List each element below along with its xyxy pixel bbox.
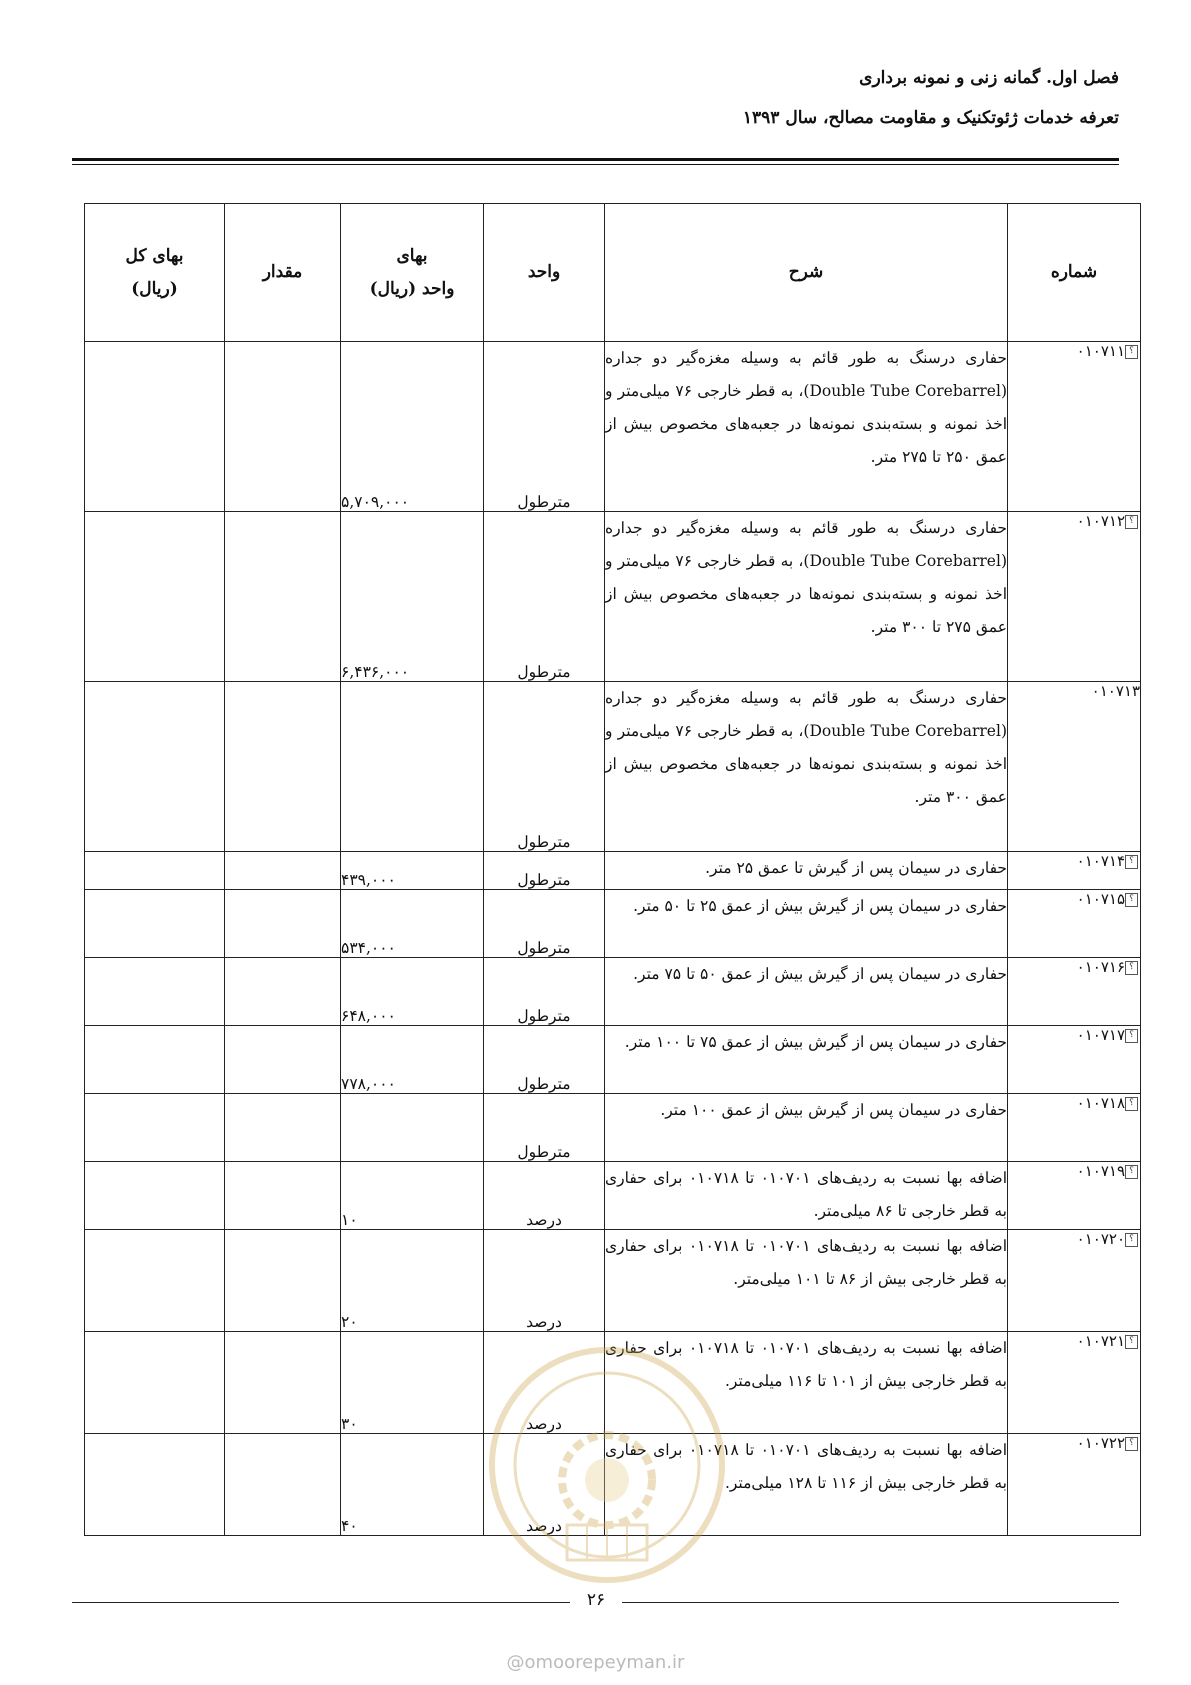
total-cell (85, 1094, 225, 1162)
row-number-cell (1008, 852, 1141, 890)
description-cell: حفاری در سیمان پس از گیرش بیش از عمق ۵۰ تا ۷۵ متر. (605, 958, 1008, 1026)
description-cell: حفاری درسنگ به طور قائم به وسیله مغزه‌گیر دو جداره (Double Tube Corebarrel)، به قطر خارجی ۷۶ میلی‌متر و اخذ نمونه و بسته‌بندی نمونه‌ها در جعبه‌های مخصوص بیش از عمق ۲۷۵ تا ۳۰۰ متر. (605, 512, 1008, 682)
table-row (85, 1094, 1141, 1162)
chapter-title: فصل اول. گمانه زنی و نمونه برداری (859, 68, 1119, 88)
item-number: ۰۱۰۷۲۱ (1076, 1332, 1125, 1350)
item-number: ۰۱۰۷۱۳ (1091, 682, 1140, 700)
item-number: ۰۱۰۷۱۹ (1076, 1162, 1125, 1180)
table-row (85, 890, 1141, 958)
description-cell: اضافه بها نسبت به ردیف‌های ۰۱۰۷۰۱ تا ۰۱۰۷۱۸ برای حفاری به قطر خارجی بیش از ۱۰۱ تا ۱۱۶ میلی‌متر. (605, 1332, 1008, 1434)
header-total-line2: (ریال) (131, 278, 178, 299)
header-quantity: مقدار (225, 204, 341, 342)
row-number-cell (1008, 1230, 1141, 1332)
total-cell (85, 890, 225, 958)
description-cell: حفاری درسنگ به طور قائم به وسیله مغزه‌گیر دو جداره (Double Tube Corebarrel)، به قطر خارجی ۷۶ میلی‌متر و اخذ نمونه و بسته‌بندی نمونه‌ها در جعبه‌های مخصوص بیش از عمق ۲۵۰ تا ۲۷۵ متر. (605, 342, 1008, 512)
row-number-cell (1008, 1094, 1141, 1162)
description-cell: اضافه بها نسبت به ردیف‌های ۰۱۰۷۰۱ تا ۰۱۰۷۱۸ برای حفاری به قطر خارجی بیش از ۱۱۶ تا ۱۲۸ میلی‌متر. (605, 1434, 1008, 1536)
unit-cell: درصد (484, 1434, 605, 1536)
description-cell: حفاری در سیمان پس از گیرش بیش از عمق ۷۵ تا ۱۰۰ متر. (605, 1026, 1008, 1094)
note-flag-icon: ؟ (1125, 515, 1138, 529)
item-number: ۰۱۰۷۱۴ (1076, 852, 1125, 870)
table-row (85, 958, 1141, 1026)
unit-cell: مترطول (484, 852, 605, 890)
table-row (85, 852, 1141, 890)
unit-cell: مترطول (484, 958, 605, 1026)
quantity-cell (225, 342, 341, 512)
row-number-cell (1008, 512, 1141, 682)
total-cell (85, 1230, 225, 1332)
price-table (84, 203, 1141, 1536)
unit-price-cell: ۵,۷۰۹,۰۰۰ (341, 342, 484, 512)
description-cell: حفاری در سیمان پس از گیرش بیش از عمق ۱۰۰ متر. (605, 1094, 1008, 1162)
note-flag-icon: ؟ (1125, 1233, 1138, 1247)
total-cell (85, 512, 225, 682)
note-flag-icon: ؟ (1125, 345, 1138, 359)
quantity-cell (225, 890, 341, 958)
description-cell: اضافه بها نسبت به ردیف‌های ۰۱۰۷۰۱ تا ۰۱۰۷۱۸ برای حفاری به قطر خارجی بیش از ۸۶ تا ۱۰۱ میلی‌متر. (605, 1230, 1008, 1332)
quantity-cell (225, 958, 341, 1026)
unit-price-cell: ۴۰ (341, 1434, 484, 1536)
row-number-cell (1008, 342, 1141, 512)
total-cell (85, 1332, 225, 1434)
unit-price-cell: ۶۴۸,۰۰۰ (341, 958, 484, 1026)
description-cell: حفاری در سیمان پس از گیرش تا عمق ۲۵ متر. (605, 852, 1008, 890)
quantity-cell (225, 1094, 341, 1162)
row-number-cell (1008, 682, 1141, 852)
header-unit-price-line2: واحد (ریال) (369, 278, 455, 299)
site-watermark: @omoorepeyman.ir (506, 1652, 685, 1673)
footer-rule-left (72, 1602, 570, 1603)
header-unit: واحد (484, 204, 605, 342)
unit-cell: مترطول (484, 682, 605, 852)
item-number: ۰۱۰۷۲۰ (1076, 1230, 1125, 1248)
row-number-cell (1008, 1434, 1141, 1536)
row-number-cell (1008, 1332, 1141, 1434)
table-row (85, 512, 1141, 682)
header-number: شماره (1008, 204, 1141, 342)
unit-cell: درصد (484, 1162, 605, 1230)
table-header-row (85, 204, 1141, 342)
total-cell (85, 958, 225, 1026)
item-number: ۰۱۰۷۲۲ (1076, 1434, 1125, 1452)
unit-price-cell: ۷۷۸,۰۰۰ (341, 1026, 484, 1094)
total-cell (85, 1434, 225, 1536)
header-total-line1: بهای کل (125, 246, 184, 267)
quantity-cell (225, 852, 341, 890)
header-total (85, 204, 225, 342)
quantity-cell (225, 1162, 341, 1230)
table-row (85, 1026, 1141, 1094)
item-number: ۰۱۰۷۱۶ (1076, 958, 1125, 976)
note-flag-icon: ؟ (1125, 1097, 1138, 1111)
unit-cell: مترطول (484, 1094, 605, 1162)
header-divider-thin (72, 164, 1119, 165)
row-number-cell (1008, 958, 1141, 1026)
note-flag-icon: ؟ (1125, 1165, 1138, 1179)
unit-price-cell: ۲۰ (341, 1230, 484, 1332)
description-cell: حفاری درسنگ به طور قائم به وسیله مغزه‌گیر دو جداره (Double Tube Corebarrel)، به قطر خارجی ۷۶ میلی‌متر و اخذ نمونه و بسته‌بندی نمونه‌ها در جعبه‌های مخصوص بیش از عمق ۳۰۰ متر. (605, 682, 1008, 852)
description-cell: حفاری در سیمان پس از گیرش بیش از عمق ۲۵ تا ۵۰ متر. (605, 890, 1008, 958)
item-number: ۰۱۰۷۱۷ (1076, 1026, 1125, 1044)
item-number: ۰۱۰۷۱۱ (1076, 342, 1125, 360)
unit-price-cell: ۴۳۹,۰۰۰ (341, 852, 484, 890)
total-cell (85, 852, 225, 890)
description-cell: اضافه بها نسبت به ردیف‌های ۰۱۰۷۰۱ تا ۰۱۰۷۱۸ برای حفاری به قطر خارجی تا ۸۶ میلی‌متر. (605, 1162, 1008, 1230)
unit-cell: مترطول (484, 1026, 605, 1094)
footer-rule-right (622, 1602, 1119, 1603)
note-flag-icon: ؟ (1125, 1335, 1138, 1349)
table-row (85, 1162, 1141, 1230)
document-title: تعرفه خدمات ژئوتکنیک و مقاومت مصالح، سال ۱۳۹۳ (742, 108, 1119, 128)
header-unit-price-line1: بهای (396, 246, 428, 267)
total-cell (85, 682, 225, 852)
unit-price-cell: ۳۰ (341, 1332, 484, 1434)
unit-price-cell (341, 1094, 484, 1162)
table-row (85, 682, 1141, 852)
unit-price-cell: ۱۰ (341, 1162, 484, 1230)
header-unit-price (341, 204, 484, 342)
header-description: شرح (605, 204, 1008, 342)
unit-price-cell: ۵۳۴,۰۰۰ (341, 890, 484, 958)
note-flag-icon: ؟ (1125, 961, 1138, 975)
quantity-cell (225, 1434, 341, 1536)
row-number-cell (1008, 1026, 1141, 1094)
total-cell (85, 342, 225, 512)
unit-cell: مترطول (484, 512, 605, 682)
table-row (85, 342, 1141, 512)
seal-watermark (482, 1340, 732, 1590)
note-flag-icon: ؟ (1125, 1437, 1138, 1451)
unit-cell: درصد (484, 1332, 605, 1434)
quantity-cell (225, 512, 341, 682)
item-number: ۰۱۰۷۱۲ (1076, 512, 1125, 530)
row-number-cell (1008, 890, 1141, 958)
note-flag-icon: ؟ (1125, 855, 1138, 869)
total-cell (85, 1162, 225, 1230)
header-divider-thick (72, 158, 1119, 161)
unit-cell: مترطول (484, 342, 605, 512)
item-number: ۰۱۰۷۱۵ (1076, 890, 1125, 908)
quantity-cell (225, 1026, 341, 1094)
note-flag-icon: ؟ (1125, 893, 1138, 907)
unit-cell: درصد (484, 1230, 605, 1332)
quantity-cell (225, 1332, 341, 1434)
note-flag-icon: ؟ (1125, 1029, 1138, 1043)
unit-price-cell (341, 682, 484, 852)
row-number-cell (1008, 1162, 1141, 1230)
table-row (85, 1230, 1141, 1332)
unit-price-cell: ۶,۴۳۶,۰۰۰ (341, 512, 484, 682)
page-number: ۲۶ (586, 1590, 606, 1610)
item-number: ۰۱۰۷۱۸ (1076, 1094, 1125, 1112)
total-cell (85, 1026, 225, 1094)
quantity-cell (225, 1230, 341, 1332)
unit-cell: مترطول (484, 890, 605, 958)
quantity-cell (225, 682, 341, 852)
